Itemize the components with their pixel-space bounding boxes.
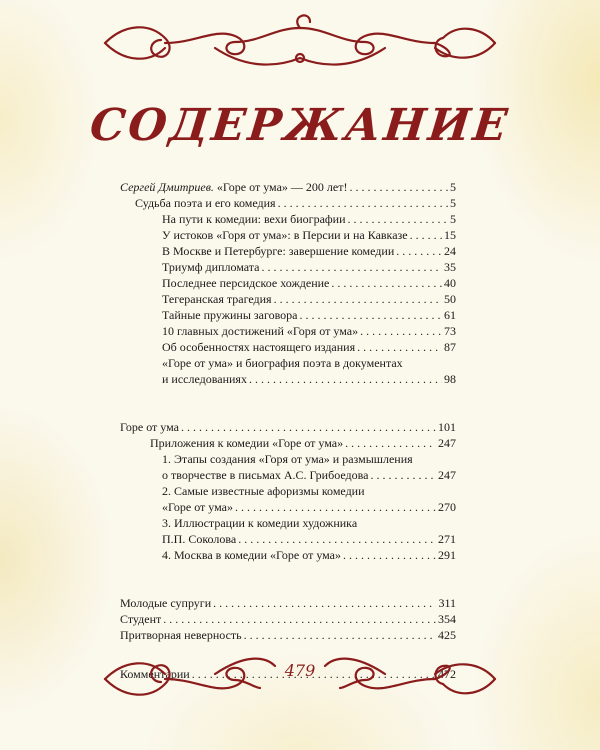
dot-leader (396, 243, 442, 259)
toc-entry (120, 595, 456, 611)
toc-entry (120, 243, 456, 259)
toc-entry (120, 227, 456, 243)
toc-entry-title: Молодые супруги (120, 596, 212, 610)
toc-entry (120, 307, 456, 323)
dot-leader (410, 227, 442, 243)
toc-entry-page: 472 (438, 667, 456, 681)
toc-entry (120, 483, 456, 499)
dot-leader (181, 419, 436, 435)
dot-leader (244, 627, 436, 643)
dot-leader (238, 531, 436, 547)
toc-entry-page: 87 (444, 340, 456, 354)
toc-entry-title: Судьба поэта и его комедия (135, 196, 276, 210)
toc-entry-page: 98 (444, 372, 456, 386)
dot-leader (278, 195, 448, 211)
toc-entry-page: 354 (438, 612, 456, 626)
toc-entry-page: 247 (438, 468, 456, 482)
dot-leader (357, 339, 442, 355)
toc-entry-title: 10 главных достижений «Горя от ума» (162, 324, 359, 338)
toc-entry (120, 611, 456, 627)
dot-leader (261, 259, 442, 275)
toc-entry-title: Тайные пружины заговора (162, 308, 298, 322)
toc-entry (120, 323, 456, 339)
top-flourish-ornament (95, 8, 505, 78)
toc-entry-page: 291 (438, 548, 456, 562)
dot-leader (349, 179, 448, 195)
toc-entry-title: П.П. Соколова (162, 532, 237, 546)
toc-entry-page: 247 (438, 436, 456, 450)
page-title: СОДЕРЖАНИЕ (87, 100, 513, 151)
toc-entry-title: «Горе от ума» — 200 лет! (213, 180, 348, 194)
toc-entry-page: 73 (444, 324, 456, 338)
toc-entry-title: Тегеранская трагедия (162, 292, 272, 306)
toc-entry-page: 101 (438, 420, 456, 434)
toc-entry-page: 15 (444, 228, 456, 242)
toc-entry-title: У истоков «Горя от ума»: в Персии и на Кавказе (162, 228, 408, 242)
toc-entry (120, 531, 456, 547)
toc-entry-title: Последнее персидское хождение (162, 276, 330, 290)
dot-leader (343, 547, 436, 563)
toc-entry-page: 271 (438, 532, 456, 546)
table-of-contents (120, 179, 456, 682)
dot-leader (345, 435, 436, 451)
toc-entry-page: 35 (444, 260, 456, 274)
toc-entry (120, 547, 456, 563)
dot-leader (274, 291, 442, 307)
toc-entry-title: 4. Москва в комедии «Горе от ума» (162, 548, 342, 562)
toc-entry-author: Сергей Дмитриев. (120, 180, 214, 194)
toc-entry-title: В Москве и Петербурге: завершение комедии (162, 244, 395, 258)
toc-entry (120, 451, 456, 467)
toc-entry-title: На пути к комедии: вехи биографии (162, 212, 346, 226)
dot-leader (249, 371, 442, 387)
dot-leader (213, 595, 436, 611)
toc-entry (120, 371, 456, 387)
toc-entry-title: 2. Самые известные афоризмы комедии (162, 484, 365, 498)
toc-entry (120, 435, 456, 451)
toc-entry-title: Комментарии (120, 667, 190, 681)
toc-entry-page: 50 (444, 292, 456, 306)
toc-entry-page: 425 (438, 628, 456, 642)
toc-entry-page: 61 (444, 308, 456, 322)
toc-entry (120, 291, 456, 307)
toc-entry-title: Студент (120, 612, 162, 626)
toc-entry (120, 259, 456, 275)
dot-leader (331, 275, 442, 291)
dot-leader (235, 499, 436, 515)
toc-entry-title: Притворная неверность (120, 628, 242, 642)
toc-entry-page: 270 (438, 500, 456, 514)
toc-entry-title: и исследованиях (162, 372, 247, 386)
dot-leader (360, 323, 442, 339)
dot-leader (348, 211, 448, 227)
toc-entry (120, 211, 456, 227)
toc-entry (120, 467, 456, 483)
toc-entry-title: о творчестве в письмах А.С. Грибоедова (162, 468, 369, 482)
toc-entry-title: «Горе от ума» (162, 500, 233, 514)
toc-entry-page: 311 (438, 596, 456, 610)
toc-entry (120, 339, 456, 355)
toc-entry (120, 627, 456, 643)
toc-entry-title: Триумф дипломата (162, 260, 260, 274)
toc-entry (120, 275, 456, 291)
toc-entry-page: 5 (450, 212, 456, 226)
toc-entry-page: 24 (444, 244, 456, 258)
toc-entry-title: Приложения к комедии «Горе от ума» (150, 436, 344, 450)
toc-entry-title: 3. Иллюстрации к комедии художника (162, 516, 358, 530)
page-number: 479 (284, 661, 316, 680)
toc-entry (120, 179, 456, 195)
toc-entry (120, 515, 456, 531)
toc-entry (120, 419, 456, 435)
dot-leader (163, 611, 436, 627)
toc-entry (120, 355, 456, 371)
toc-entry-title: «Горе от ума» и биография поэта в документах (162, 356, 403, 370)
toc-entry (120, 195, 456, 211)
toc-entry-title: 1. Этапы создания «Горя от ума» и размышления (162, 452, 413, 466)
toc-entry-title: Горе от ума (120, 420, 179, 434)
toc-entry-page: 5 (450, 180, 456, 194)
toc-entry-title: Об особенностях настоящего издания (162, 340, 356, 354)
toc-entry (120, 499, 456, 515)
dot-leader (300, 307, 443, 323)
dot-leader (370, 467, 436, 483)
toc-entry-page: 5 (450, 196, 456, 210)
toc-entry-page: 40 (444, 276, 456, 290)
